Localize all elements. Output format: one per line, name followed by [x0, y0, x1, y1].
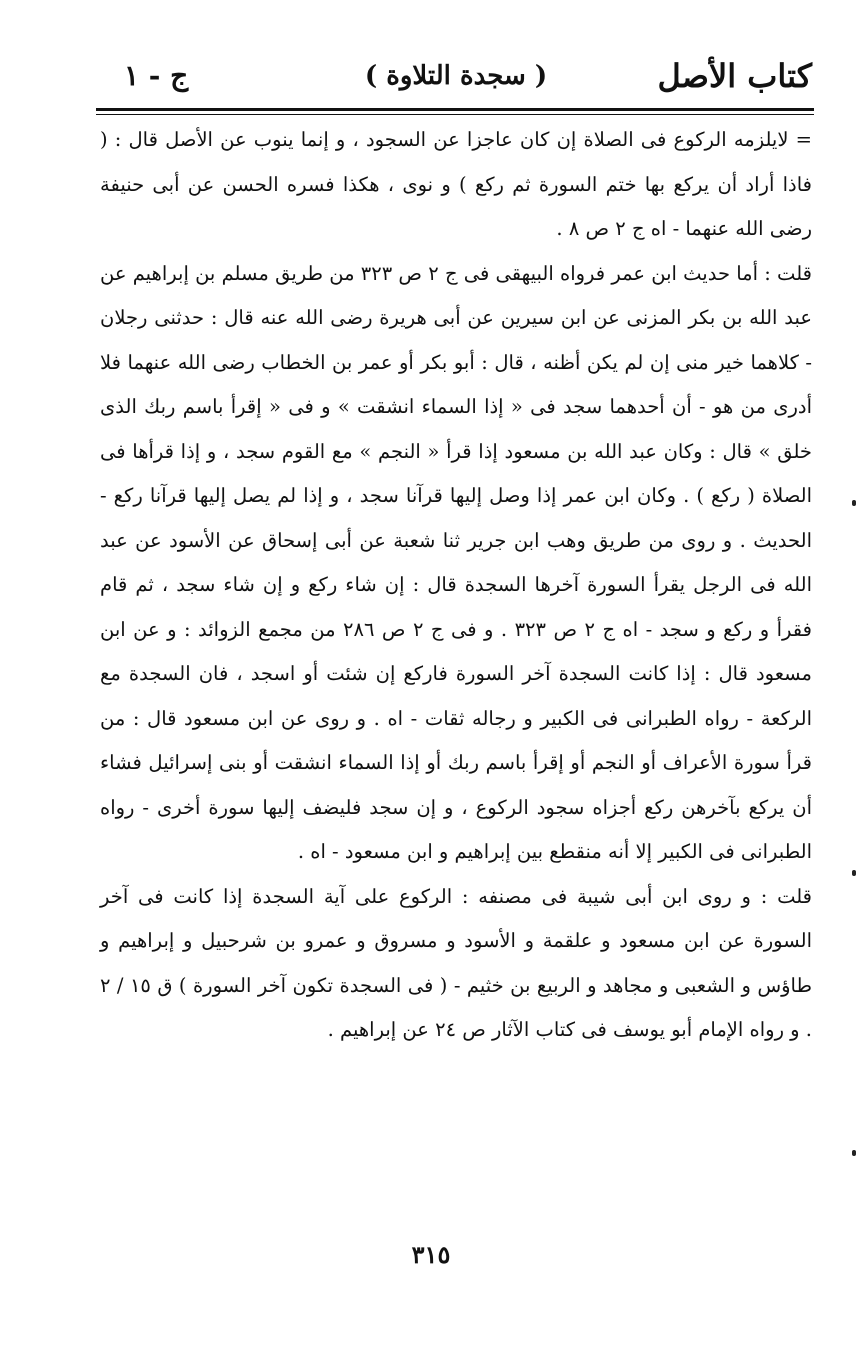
scan-speck: [852, 1150, 856, 1156]
body-text: [100, 118, 812, 1053]
page-number: ٣١٥: [411, 1240, 451, 1269]
volume-reference: ج - ١: [124, 59, 189, 92]
paragraph-ibn-abi-shayba: قلت : و روى ابن أبى شيبة فى مصنفه : الركوع على آية السجدة إذا كانت فى آخر السورة عن ابن مسعود و علقمة و الأسود و مسروق و عمرو بن شرحبيل و إبراهيم و طاؤس و الشعبى و مجاهد و الربيع بن خثيم - ( فى السجدة تكون آخر السورة ) ق ١٥ / ٢ . و رواه الإمام أبو يوسف فى كتاب الآثار ص ٢٤ عن إبراهيم .: [100, 884, 812, 1041]
paragraph-continuation: = لايلزمه الركوع فى الصلاة إن كان عاجزا عن السجود ، و إنما ينوب عن الأصل قال : ( فاذا أراد أن يركع بها ختم السورة ثم ركع ) و نوى ، هكذا فسره الحسن عن أبى حنيفة رضى الله عنهما - اه ج ٢ ص ٨ .: [100, 128, 812, 240]
paragraph-hadith-ibn-umar: قلت : أما حديث ابن عمر فرواه البيهقى فى ج ٢ ص ٣٢٣ من طريق مسلم بن إبراهيم عن عبد الله بن بكر المزنى عن ابن سيرين عن أبى هريرة رضى الله عنه قال : حدثنى رجلان - كلاهما خير منى إن لم يكن أظنه ، قال : أبو بكر أو عمر بن الخطاب رضى الله عنهما فلا أدرى من هو - أن أحدهما سجد فى « إذا السماء انشقت » و فى « إقرأ باسم ربك الذى خلق » قال : وكان عبد الله بن مسعود إذا قرأ « النجم » مع القوم سجد ، و إذا قرأها فى الصلاة ( ركع ) . وكان ابن عمر إذا وصل إليها قرآنا سجد ، و إذا لم يصل إليها قرآنا ركع - الحديث . و روى من طريق وهب ابن جرير ثنا شعبة عن أبى إسحاق عن الأسود عن عبد الله فى الرجل يقرأ السورة آخرها السجدة قال : إن شاء ركع و إن شاء سجد ، ثم قام فقرأ و ركع و سجد - اه ج ٢ ص ٣٢٣ . و فى ج ٢ ص ٢٨٦ من مجمع الزوائد : و عن ابن مسعود قال : إذا كانت السجدة آخر السورة فاركع إن شئت أو اسجد ، فان السجدة مع الركعة - رواه الطبرانى فى الكبير و رجاله ثقات - اه . و روى عن ابن مسعود قال : من قرأ سورة الأعراف أو النجم أو إقرأ باسم ربك أو إذا السماء انشقت أو بنى إسرائيل فشاء أن يركع بآخرهن ركع أجزاه سجود الركوع ، و إن سجد فليضف إليها سورة أخرى - رواه الطبرانى فى الكبير إلا أنه منقطع بين إبراهيم و ابن مسعود - اه .: [100, 261, 812, 863]
running-header: [100, 52, 812, 100]
scan-speck: [852, 500, 856, 506]
scan-speck: [852, 870, 856, 876]
book-title: كتاب الأصل: [657, 57, 812, 95]
header-rule-thin: [96, 114, 814, 115]
header-rule-thick: [96, 108, 814, 111]
chapter-title: ( سجدة التلاوة ): [364, 61, 548, 91]
